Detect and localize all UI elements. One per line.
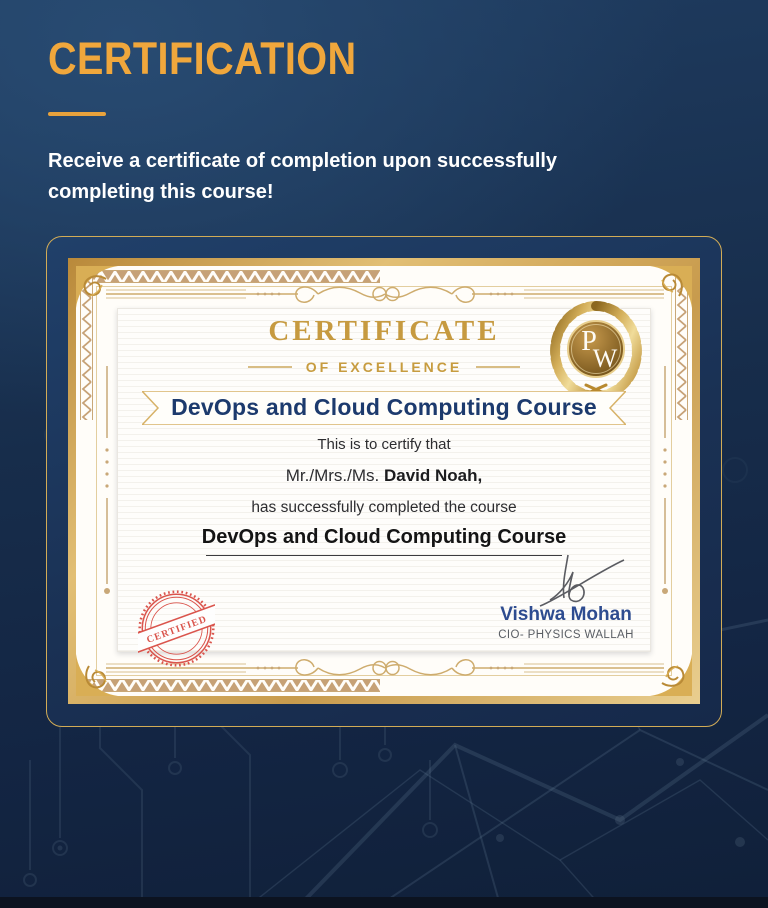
bottom-edge-strip	[0, 897, 768, 908]
side-ornament-right	[662, 366, 668, 596]
completion-line: has successfully completed the course	[251, 499, 517, 516]
course-banner	[142, 391, 626, 425]
signer-name: Vishwa Mohan	[500, 604, 632, 625]
page-subtitle: Receive a certificate of completion upon successfully completing this course!	[48, 150, 558, 203]
svg-text:CERTIFIED: CERTIFIED	[145, 613, 209, 646]
certificate-gold-frame	[68, 258, 700, 704]
certified-stamp-icon	[138, 590, 215, 667]
title-underline-dash	[48, 112, 106, 116]
certificate-card	[46, 236, 722, 727]
subtitle-dash-left	[248, 366, 292, 368]
certificate-title: CERTIFICATE	[268, 315, 500, 347]
salutation: Mr./Mrs./Ms.	[285, 466, 384, 485]
certificate-content-panel	[117, 308, 651, 652]
certificate-subtitle: OF EXCELLENCE	[305, 359, 463, 375]
recipient-line	[118, 466, 650, 486]
subtitle-dash-right	[476, 366, 520, 368]
signature-scribble-icon	[538, 554, 626, 608]
signer-title: CIO- PHYSICS WALLAH	[498, 629, 634, 641]
certify-line: This is to certify that	[317, 436, 451, 453]
svg-text:P: P	[581, 326, 597, 357]
side-ornament-left	[104, 366, 110, 596]
certificate-body	[76, 266, 692, 696]
svg-text:W: W	[592, 344, 618, 373]
pw-laurel-badge-icon	[550, 299, 642, 399]
course-name: DevOps and Cloud Computing Course	[201, 526, 567, 548]
course-banner-label: DevOps and Cloud Computing Course	[171, 393, 597, 420]
recipient-name: David Noah,	[383, 466, 483, 485]
page-title: CERTIFICATION	[48, 33, 357, 84]
signature-block	[492, 554, 640, 641]
